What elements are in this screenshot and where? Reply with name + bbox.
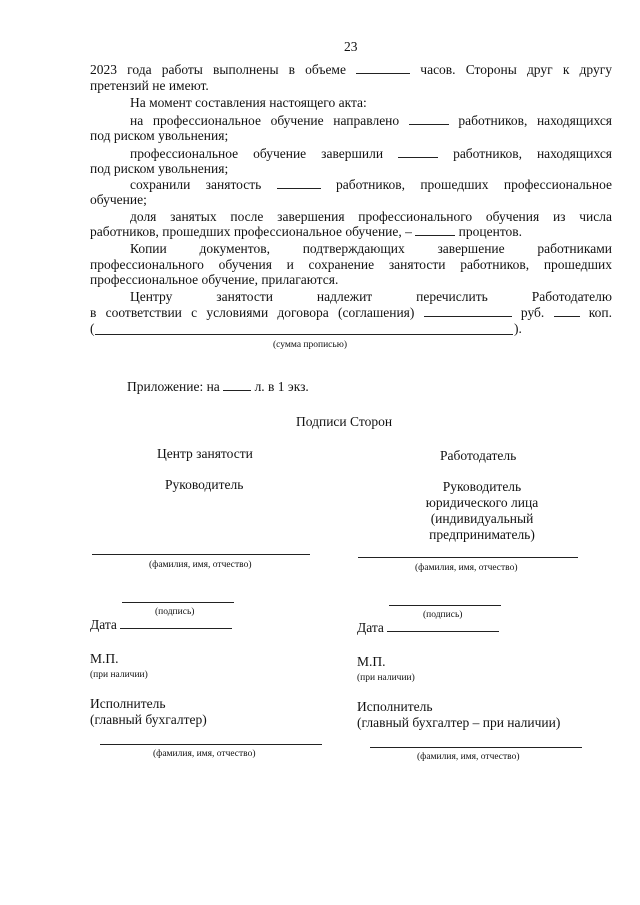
paragraph-share-line1: доля занятых после завершения профессионального обучения из числа [130,209,612,224]
appendix-pages-blank [223,379,251,391]
left-executor: Исполнитель [90,696,166,711]
left-date: Дата [90,617,232,633]
right-executor-fio-line [370,747,582,748]
right-mp-note: (при наличии) [357,673,415,683]
hours-blank [356,62,410,74]
right-executor-fio-caption: (фамилия, имя, отчество) [417,752,520,762]
page-number: 23 [344,39,358,54]
right-fio-line [358,557,578,558]
paragraph-finished-line2: под риском увольнения; [90,161,229,176]
left-executor-fio-caption: (фамилия, имя, отчество) [153,749,256,759]
signatures-title: Подписи Сторон [296,414,393,429]
left-sign-caption: (подпись) [155,607,195,617]
left-mp-note: (при наличии) [90,670,148,680]
right-mp: М.П. [357,654,386,669]
left-sign-line [122,602,234,603]
amount-in-words-line [95,334,513,335]
paragraph-copies-line1: Копии документов, подтверждающих завершение работниками [130,241,612,256]
right-role-line2: юридического лица [425,495,539,510]
left-fio-line [92,554,310,555]
left-mp: М.П. [90,651,119,666]
right-fio-caption: (фамилия, имя, отчество) [415,563,518,573]
paragraph-transfer-line2: в соответствии с условиями договора (соглашения) руб. коп. [90,305,613,320]
paragraph-work-volume-line1: 2023 года работы выполнены в объеме часов. Стороны друг к другу [90,62,613,77]
amount-caption: (сумма прописью) [273,340,347,350]
left-role: Руководитель [165,477,244,492]
right-executor-role: (главный бухгалтер – при наличии) [357,715,561,730]
amount-open-paren: ( [90,321,95,336]
right-date-blank [387,620,499,632]
kop-blank [554,305,580,317]
paragraph-sent-line2: под риском увольнения; [90,128,229,143]
right-role-line3: (индивидуальный [430,511,534,526]
paragraph-sent-line1: на профессиональное обучение направлено работников, находящихся [130,113,613,128]
paragraph-share-line2: работников, прошедших профессиональное обучение, – процентов. [90,224,523,239]
paragraph-copies-line2: профессионального обучения и сохранение занятости работников, прошедших [90,257,612,272]
paragraph-finished-line1: профессиональное обучение завершили работников, находящихся [130,146,613,161]
paragraph-retained-line2: обучение; [90,192,147,207]
paragraph-work-volume-line2: претензий не имеют. [90,78,209,93]
paragraph-moment: На момент составления настоящего акта: [130,95,367,110]
left-fio-caption: (фамилия, имя, отчество) [149,560,252,570]
right-sign-line [389,605,501,606]
left-executor-fio-line [100,744,322,745]
right-date: Дата [357,620,499,636]
right-role-line4: предприниматель) [429,527,535,542]
percent-blank [415,224,455,236]
left-party: Центр занятости [157,446,253,461]
rub-blank [424,305,512,317]
paragraph-retained-line1: сохранили занятость работников, прошедших профессиональное [130,177,612,192]
appendix-line: Приложение: на л. в 1 экз. [127,379,309,394]
paragraph-copies-line3: профессиональное обучение, прилагаются. [90,272,339,287]
right-executor: Исполнитель [357,699,433,714]
retained-count-blank [277,177,321,189]
amount-close-paren: ). [514,321,522,336]
paragraph-transfer-line1: Центру занятости надлежит перечислить Работодателю [130,289,612,304]
right-party: Работодатель [440,448,517,463]
finished-count-blank [398,146,438,158]
right-sign-caption: (подпись) [423,610,463,620]
sent-count-blank [409,113,449,125]
right-role-line1: Руководитель [442,479,522,494]
left-executor-role: (главный бухгалтер) [90,712,207,727]
left-date-blank [120,617,232,629]
